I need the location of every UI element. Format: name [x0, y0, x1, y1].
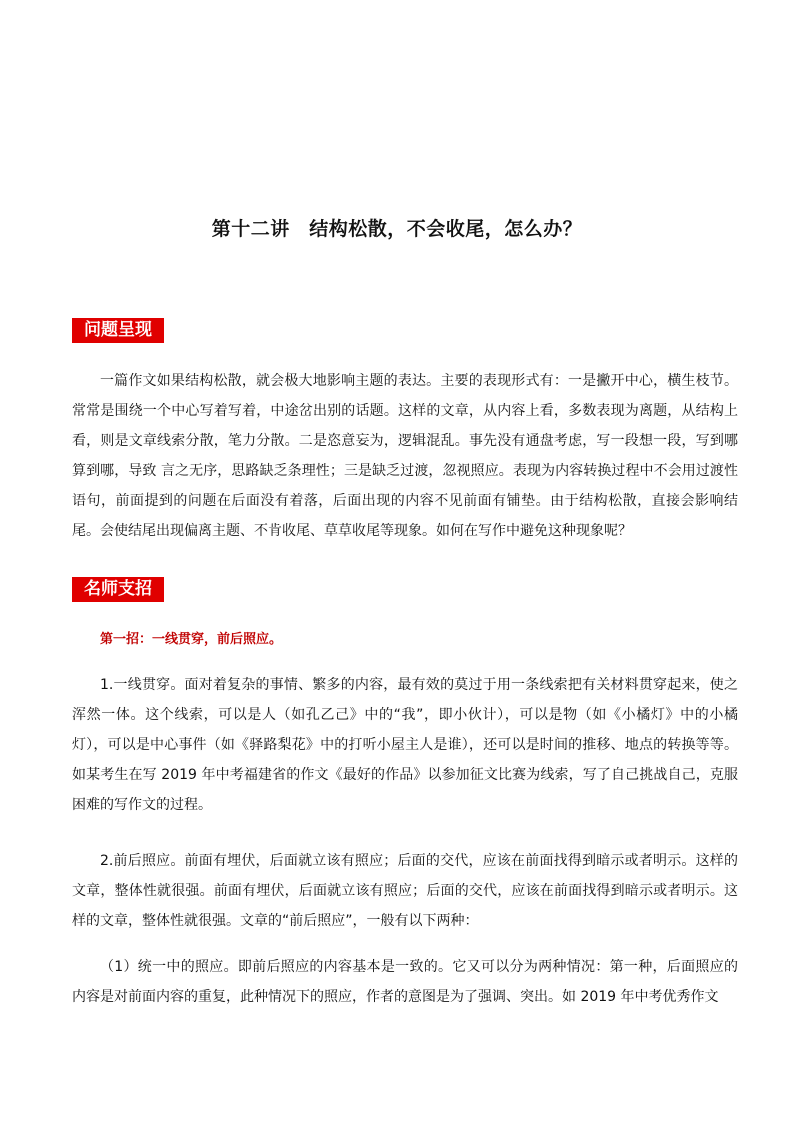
move1-heading: 第一招：一线贯穿，前后照应。 — [100, 632, 283, 647]
page-title: 第十二讲 结构松散，不会收尾，怎么办？ — [211, 218, 583, 240]
section-badge-tips: 名师支招 — [72, 577, 164, 602]
section-badge-problem: 问题呈现 — [72, 318, 164, 343]
problem-paragraph: 一篇作文如果结构松散，就会极大地影响主题的表达。主要的表现形式有：一是撇开中心，横生枝节。常常是围绕一个中心写着写着，中途岔出别的话题。这样的文章，从内容上看，多数表现为离题，从结构上看，则是文章线索分散，笔力分散。二是恣意妄为，逻辑混乱。事先没有通盘考虑，写一段想一段，写到哪算到哪，导致 言之无序，思路缺乏条理性；三是缺乏过渡，忽视照应。表现为内容转换过程中不会用过渡性语句，前面提到的问题在后面没有着落，后面出现的内容不见前面有铺垫。由于结构松散，直接会影响结尾。会使结尾出现偏离主题、不肯收尾、草草收尾等现象。如何在写作中避免这种现象呢？ — [72, 373, 738, 539]
tips-paragraph-3: （1）统一中的照应。即前后照应的内容基本是一致的。它又可以分为两种情况：第一种，后面照应的内容是对前面内容的重复，此种情况下的照应，作者的意图是为了强调、突出。如 2019 年中考优秀作文 — [72, 959, 738, 1005]
tips-paragraph-1: 1.一线贯穿。面对着复杂的事情、繁多的内容，最有效的莫过于用一条线索把有关材料贯穿起来，使之浑然一体。这个线索，可以是人（如孔乙己》中的“我”，即小伙计），可以是物（如《小橘灯》中的小橘灯），可以是中心事件（如《驿路梨花》中的打听小屋主人是谁），还可以是时间的推移、地点的转换等等。如某考生在写 2019 年中考福建省的作文《最好的作品》以参加征文比赛为线索，写了自己挑战自己，克服困难的写作文的过程。 — [72, 677, 738, 813]
tips-paragraph-2: 2.前后照应。前面有埋伏，后面就立该有照应；后面的交代，应该在前面找得到暗示或者明示。这样的文章，整体性就很强。前面有埋伏，后面就立该有照应；后面的交代，应该在前面找得到暗示或者明示。这样的文章，整体性就很强。文章的“前后照应”，一般有以下两种： — [72, 853, 738, 929]
